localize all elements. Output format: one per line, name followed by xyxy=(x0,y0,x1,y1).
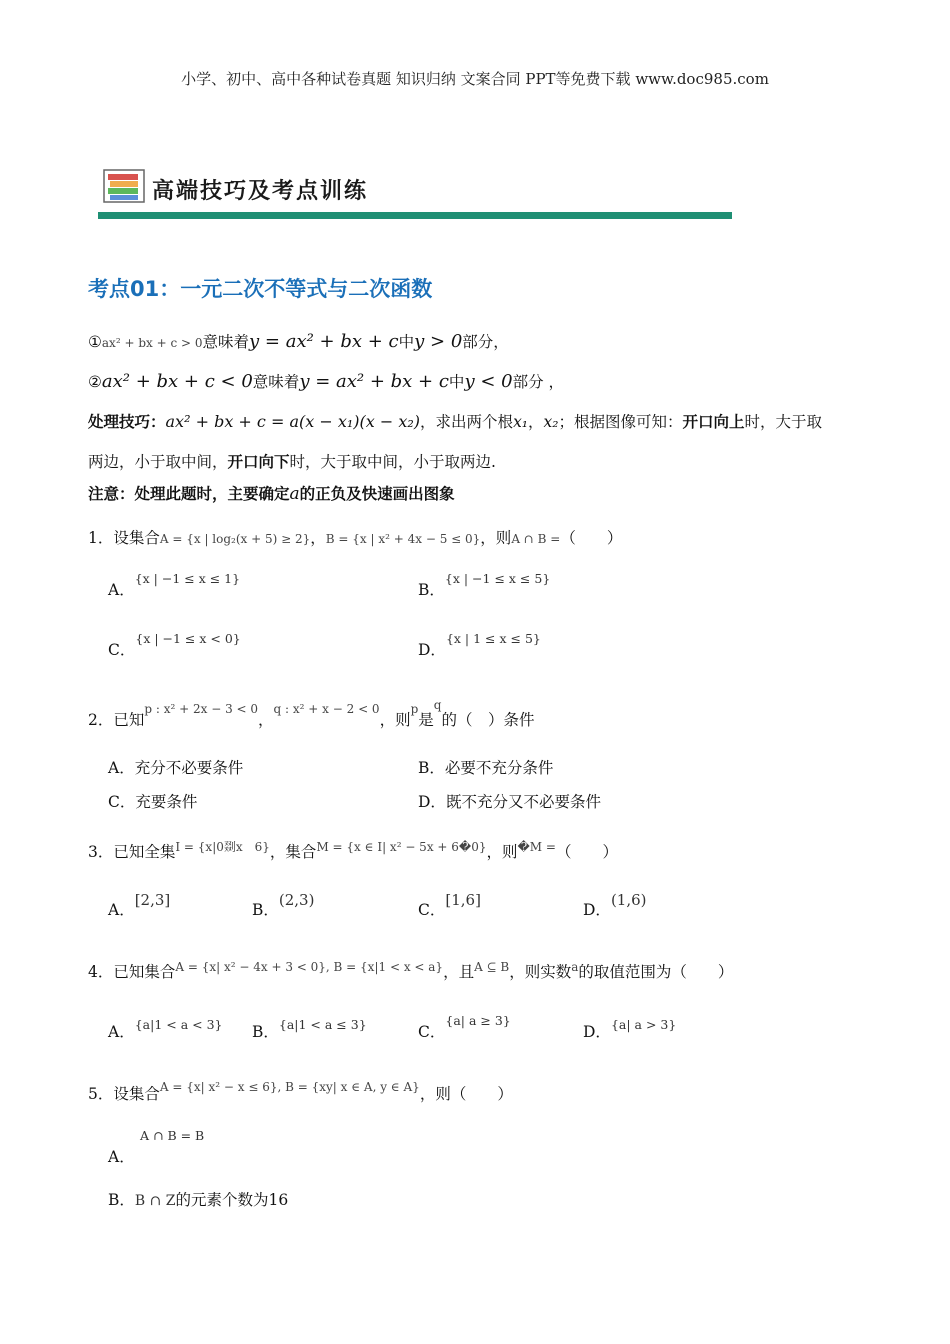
option-a[interactable] xyxy=(108,891,171,920)
set-a: A = {x | log₂(x + 5) ≥ 2} xyxy=(159,532,311,546)
tip-text: 时，大于取 xyxy=(744,413,823,431)
complement-expr: �M = xyxy=(517,840,556,854)
tip-text: 两边，小于取中间， xyxy=(88,453,228,471)
books-icon xyxy=(102,166,146,206)
question-3-stem xyxy=(88,840,618,862)
option-value: {x | −1 ≤ x ≤ 5} xyxy=(444,571,551,586)
note-line xyxy=(88,482,455,504)
option-b[interactable] xyxy=(252,891,315,920)
option-c[interactable] xyxy=(108,631,241,660)
option-value: {x | −1 ≤ x < 0} xyxy=(135,631,241,646)
proposition-q: q : x² + x − 2 < 0 xyxy=(273,702,380,716)
question-text: ，则 xyxy=(480,529,512,547)
intersection-expr: A ∩ B = xyxy=(511,532,561,546)
sets-ab: A = {x| x² − x ≤ 6}, B = {xy| x ∈ A, y ∈ A} xyxy=(159,1080,420,1094)
option-label: B． xyxy=(252,1023,279,1041)
answer-paren: （ ） xyxy=(560,529,623,547)
set-b: B = {x | x² + 4x − 5 ≤ 0} xyxy=(325,532,481,546)
circled-number-1: ① xyxy=(88,333,102,351)
option-d[interactable] xyxy=(418,631,541,660)
question-text: 3．已知全集 xyxy=(88,843,176,861)
question-text: ，则 xyxy=(486,843,518,861)
option-label: C． xyxy=(108,641,136,659)
tip-text: ， xyxy=(528,413,544,431)
intro-text: 意味着 xyxy=(202,333,250,351)
option-value: {x | −1 ≤ x ≤ 1} xyxy=(134,571,241,586)
question-text: 2．已知 xyxy=(88,711,145,729)
tip-text: ，求出两个根 xyxy=(420,413,514,431)
tip-label: 处理技巧： xyxy=(88,412,166,431)
tip-open-down: 开口向下 xyxy=(227,452,290,471)
root-x1: x₁ xyxy=(513,413,529,431)
option-label: D． xyxy=(583,901,611,919)
var-q: q xyxy=(433,698,442,712)
question-text: ，集合 xyxy=(269,843,317,861)
intro-text: 中 xyxy=(398,333,415,351)
option-value: (2,3) xyxy=(278,891,315,909)
tip-text: 时，大于取中间，小于取两边. xyxy=(289,453,496,471)
option-label: A． xyxy=(108,759,135,777)
condition-expr: y < 0 xyxy=(464,371,513,392)
note-variable: a xyxy=(289,484,300,504)
intro-line-2 xyxy=(88,370,564,392)
option-label: B． xyxy=(252,901,279,919)
tip-line-2 xyxy=(88,450,496,472)
tip-text: ；根据图像可知： xyxy=(558,413,683,431)
intro-line-1 xyxy=(88,330,509,352)
option-a[interactable] xyxy=(108,571,241,600)
factored-expr: ax² + bx + c = a(x − x₁)(x − x₂) xyxy=(165,412,421,431)
option-label: A． xyxy=(108,1148,135,1166)
var-a: a xyxy=(571,960,579,974)
intro-text: 中 xyxy=(448,373,465,391)
set-m: M = {x ∈ I| x² − 5x + 6�0} xyxy=(316,840,487,854)
option-value: 充要条件 xyxy=(135,793,198,811)
inequality-expr: ax² + bx + c > 0 xyxy=(101,336,203,350)
option-value: {x | 1 ≤ x ≤ 5} xyxy=(445,631,541,646)
option-label: C． xyxy=(108,793,136,811)
section-title: 考点01：一元二次不等式与二次函数 xyxy=(88,277,433,301)
answer-paren: （ ） xyxy=(555,843,618,861)
option-label: D． xyxy=(583,1023,611,1041)
banner-title: 高端技巧及考点训练 xyxy=(152,179,369,204)
option-value: 的元素个数为16 xyxy=(175,1191,289,1209)
question-text: 5．设集合 xyxy=(88,1085,160,1103)
quadratic-function: y = ax² + bx + c xyxy=(299,371,449,392)
inequality-expr: ax² + bx + c < 0 xyxy=(101,371,253,392)
question-text: ，且 xyxy=(443,963,475,981)
question-text: 4．已知集合 xyxy=(88,963,176,981)
option-value: 充分不必要条件 xyxy=(134,759,244,777)
option-label: A． xyxy=(108,1023,135,1041)
banner-divider xyxy=(98,212,732,219)
option-label: B． xyxy=(108,1191,135,1209)
option-value: 必要不充分条件 xyxy=(444,759,554,777)
option-expr: B ∩ Z xyxy=(134,1193,176,1209)
option-label: C． xyxy=(418,901,446,919)
option-b[interactable] xyxy=(418,756,553,778)
option-label: C． xyxy=(418,1023,446,1041)
option-value: A ∩ B = B xyxy=(140,1128,205,1143)
question-text: ，则实数 xyxy=(509,963,572,981)
option-a[interactable] xyxy=(108,756,243,778)
option-value: {a|1 < a < 3} xyxy=(134,1017,223,1032)
option-d[interactable] xyxy=(418,790,601,812)
quadratic-function: y = ax² + bx + c xyxy=(249,331,399,352)
proposition-p: p : x² + 2x − 3 < 0 xyxy=(144,702,259,716)
sets-ab: A = {x| x² − 4x + 3 < 0}, B = {x|1 < x < a} xyxy=(175,960,444,974)
var-p: p xyxy=(410,702,419,716)
section-banner xyxy=(98,160,732,222)
root-x2: x₂ xyxy=(543,413,559,431)
tip-open-up: 开口向上 xyxy=(682,412,745,431)
option-a[interactable] xyxy=(108,1017,223,1042)
question-4-stem xyxy=(88,960,733,982)
option-c[interactable] xyxy=(418,1013,511,1042)
subset-expr: A ⊆ B xyxy=(474,960,510,974)
question-text: ，则 xyxy=(379,711,411,729)
option-value: [1,6] xyxy=(445,891,481,909)
intro-text: 意味着 xyxy=(252,373,300,391)
option-b[interactable] xyxy=(108,1188,288,1210)
intro-text: 部分 ， xyxy=(512,373,565,391)
option-label: A． xyxy=(108,581,135,599)
option-value: {a| a ≥ 3} xyxy=(445,1013,511,1028)
condition-expr: y > 0 xyxy=(414,331,463,352)
option-c[interactable] xyxy=(108,790,197,812)
question-text: ，则（ ） xyxy=(419,1085,513,1103)
option-label: B． xyxy=(418,581,445,599)
intro-text: 部分， xyxy=(462,333,509,351)
option-value: {a|1 < a ≤ 3} xyxy=(278,1017,367,1032)
question-1-stem xyxy=(88,526,622,548)
option-label: B． xyxy=(418,759,445,777)
question-5-stem xyxy=(88,1082,513,1104)
option-value: 既不充分又不必要条件 xyxy=(445,793,601,811)
option-value: [2,3] xyxy=(134,891,171,909)
set-i: I = {x|0剟x 6} xyxy=(175,840,270,854)
question-text: ， xyxy=(258,711,274,729)
page-header-text: 小学、初中、高中各种试卷真题 知识归纳 文案合同 PPT等免费下载 www.doc985.com xyxy=(181,70,769,88)
option-d[interactable] xyxy=(583,891,647,920)
circled-number-2: ② xyxy=(88,373,102,391)
option-label: D． xyxy=(418,641,446,659)
option-a[interactable] xyxy=(108,1128,204,1167)
option-c[interactable] xyxy=(418,891,481,920)
question-text: ， xyxy=(310,529,326,547)
note-text: 的正负及快速画出图象 xyxy=(299,484,455,503)
tip-line-1 xyxy=(88,410,822,432)
question-2-stem xyxy=(88,698,535,730)
question-text: 的取值范围为（ ） xyxy=(578,963,734,981)
option-value: {a| a > 3} xyxy=(610,1017,677,1032)
note-text: 注意：处理此题时，主要确定 xyxy=(88,484,290,503)
question-text: 1．设集合 xyxy=(88,529,160,547)
question-text: 的（ ）条件 xyxy=(441,711,535,729)
option-b[interactable] xyxy=(418,571,551,600)
option-label: A． xyxy=(108,901,135,919)
question-text: 是 xyxy=(418,711,434,729)
option-b[interactable] xyxy=(252,1017,367,1042)
option-d[interactable] xyxy=(583,1017,677,1042)
option-value: (1,6) xyxy=(610,891,647,909)
option-label: D． xyxy=(418,793,446,811)
